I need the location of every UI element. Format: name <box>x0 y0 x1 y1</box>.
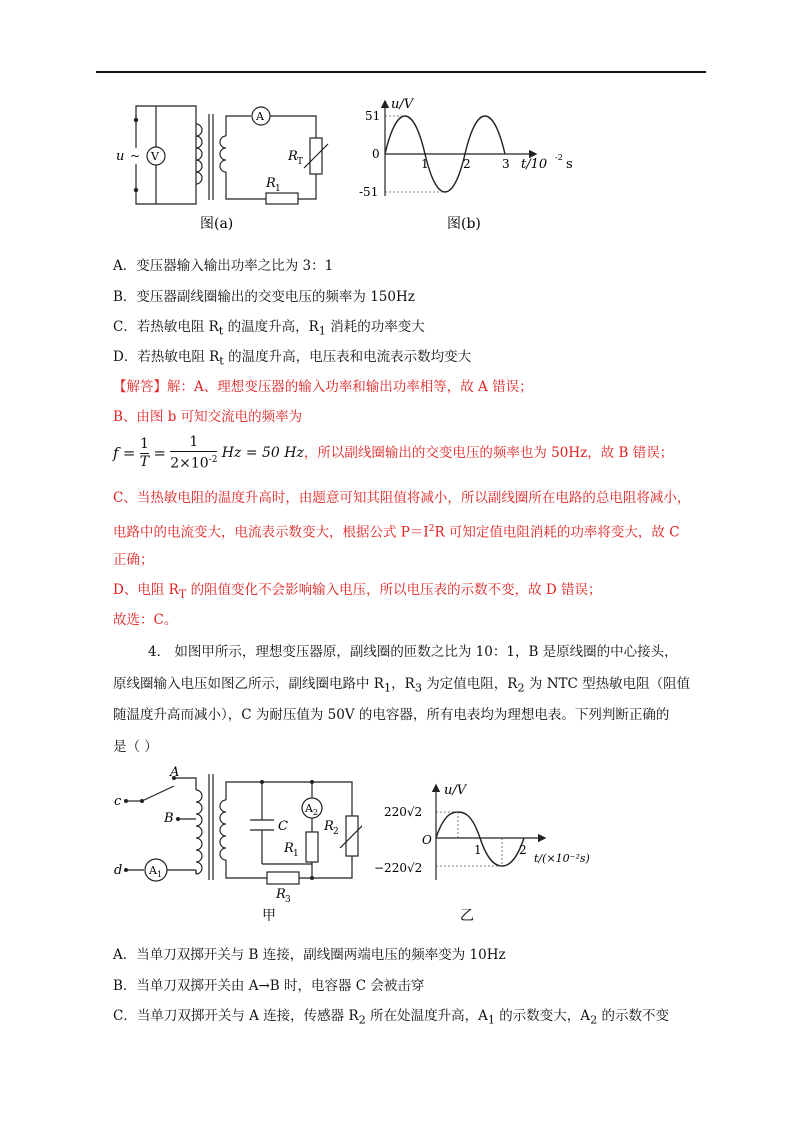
q3-option-c-sub2: 1 <box>318 324 326 338</box>
jia-label-d: d <box>114 863 123 878</box>
formula-f: f <box>113 444 119 463</box>
q4-l2-a: 原线圈输入电压如图乙所示，副线圈电路中 R <box>113 676 384 692</box>
q4-line-2 <box>113 674 690 699</box>
answer-c2-pre: 电路中的电流变大，电流表示数变大，根据公式 P＝I <box>113 524 429 541</box>
jia-label-B: B <box>164 811 174 826</box>
answer-tag: 【解答】 <box>113 379 167 395</box>
answer-line-a <box>113 377 533 397</box>
q4-option-b: B．当单刀双掷开关由 A→B 时，电容器 C 会被击穿 <box>113 978 425 994</box>
q3-option-c-sub: t <box>218 324 224 338</box>
q4-line-3: 随温度升高而减小），C 为耐压值为 50V 的电容器，所有电表均为理想电表。下列判断正确的 <box>113 707 670 723</box>
jia-label-c: c <box>114 794 122 809</box>
figure-yi-graph <box>374 780 624 926</box>
jia-r2-sub: 2 <box>333 827 339 837</box>
yi-y-axis: u/V <box>444 783 467 798</box>
q4-option-c-pre: C．当单刀双掷开关与 A 连接，传感器 R <box>113 1008 359 1024</box>
fig-b-tick-3: 3 <box>502 157 510 171</box>
answer-choice: 故选：C。 <box>113 612 178 628</box>
yi-tick-1: 1 <box>474 843 482 857</box>
q3-option-d-post: 的温度升高，电压表和电流表示数均变大 <box>223 349 472 365</box>
jia-a1-sub: 1 <box>157 870 163 879</box>
jia-r1-main: R <box>284 841 294 856</box>
q4-option-c-post: 的示数不变 <box>597 1008 670 1024</box>
formula-frac-2 <box>170 434 217 473</box>
jia-label-A: A <box>170 765 180 780</box>
yi-origin: O <box>422 833 432 847</box>
jia-r2-main: R <box>324 819 334 834</box>
q4-option-c-s2: 1 <box>487 1013 496 1027</box>
answer-c2-sup: 2 <box>428 524 435 534</box>
q4-option-c-s3: 2 <box>590 1013 598 1027</box>
jia-r3-sub: 3 <box>285 895 291 905</box>
q3-option-c <box>113 317 425 342</box>
answer-line-c3: 正确； <box>113 552 154 568</box>
q4-line-1: 4． 如图甲所示，理想变压器原，副线圈的匝数之比为 10：1，B 是原线圈的中心接头， <box>148 644 678 660</box>
yi-y-max: 220√2 <box>384 805 423 819</box>
fig-a-rt-main: R <box>288 149 298 164</box>
fig-b-y-min: -51 <box>359 185 379 199</box>
formula-tail: Hz = 50 Hz <box>221 445 304 462</box>
yi-y-min: −220√2 <box>374 861 423 875</box>
fig-b-caption: 图(b) <box>447 216 481 232</box>
jia-r3-main: R <box>276 887 286 902</box>
q4-l2-d: 为 NTC 型热敏电阻（阻值 <box>524 676 691 692</box>
q3-option-c-pre: C．若热敏电阻 R <box>113 319 219 335</box>
fig-a-caption: 图(a) <box>200 216 234 232</box>
formula-eq2: = <box>153 444 166 463</box>
q4-option-c <box>113 1006 669 1031</box>
fig-b-x-axis: t/10 <box>521 157 548 172</box>
jia-a1-main: A <box>149 864 157 877</box>
q4-option-c-mid: 所在处温度升高，A <box>365 1008 488 1024</box>
q4-l2-b: ，R <box>391 676 415 692</box>
q4-line-4: 是（ ） <box>113 739 158 755</box>
answer-line-c2 <box>113 519 680 543</box>
formula-den-2 <box>170 452 217 473</box>
jia-label-C: C <box>278 819 288 834</box>
jia-r1-sub: 1 <box>293 849 299 859</box>
formula-den-T: T <box>139 453 150 470</box>
q3-option-c-post: 消耗的功率变大 <box>325 319 425 335</box>
q4-l2-s2: 3 <box>414 681 422 695</box>
figure-jia-circuit <box>112 764 362 924</box>
answer-formula-line <box>113 434 673 474</box>
answer-d-post: 的阻值变化不会影响输入电压，所以电压表的示数不变，故 D 错误； <box>186 582 602 598</box>
answer-line-d <box>113 580 602 605</box>
fig-a-ammeter: A <box>256 110 264 123</box>
formula-den-base: 2×10 <box>170 455 209 472</box>
formula-den-exp: -2 <box>208 455 218 465</box>
fig-a-voltmeter: V <box>151 150 159 163</box>
fig-b-origin: 0 <box>372 147 380 161</box>
fig-b-y-axis: u/V <box>391 97 414 112</box>
answer-line-c1: C、当热敏电阻的温度升高时，由题意可知其阻值将减小，所以副线圈所在电路的总电阻将减小， <box>113 490 691 506</box>
formula-text: ，所以副线圈输出的交变电压的频率也为 50Hz，故 B 错误； <box>303 445 674 462</box>
formula-num-2: 1 <box>170 434 217 452</box>
fig-b-y-max: 51 <box>365 109 381 123</box>
q3-option-d-pre: D．若热敏电阻 R <box>113 349 220 365</box>
q4-option-a: A．当单刀双掷开关与 B 连接，副线圈两端电压的频率变为 10Hz <box>113 947 506 963</box>
formula-eq1: = <box>122 444 136 463</box>
fig-b-tick-1: 1 <box>421 157 429 171</box>
fig-a-rt-sub: T <box>297 157 304 167</box>
figure-a-circuit <box>108 96 340 236</box>
q4-l2-c: 为定值电阻，R <box>421 676 518 692</box>
yi-caption: 乙 <box>460 908 474 924</box>
fig-b-tick-2: 2 <box>463 157 471 171</box>
fig-a-r1-main: R <box>266 176 276 191</box>
jia-a2-sub: 2 <box>313 808 319 817</box>
q4-option-c-s1: 2 <box>358 1013 366 1027</box>
figure-b-graph <box>355 96 585 236</box>
formula-num-1: 1 <box>139 435 149 452</box>
q3-option-d <box>113 347 471 372</box>
yi-x-axis: t/(×10⁻²s) <box>534 852 590 865</box>
q4-l2-s1: 1 <box>383 681 392 695</box>
fig-b-x-axis-exp: -2 <box>555 153 563 162</box>
answer-line-b: B、由图 b 可知交流电的频率为 <box>113 409 303 425</box>
q3-option-d-sub: t <box>219 354 224 368</box>
q4-l2-s3: 2 <box>517 681 525 695</box>
fig-a-tilde: ~ <box>130 149 141 163</box>
fig-a-u-label: u <box>116 149 125 164</box>
answer-d-pre: D、电阻 R <box>113 582 179 598</box>
jia-caption: 甲 <box>262 908 276 924</box>
q3-option-a: A．变压器输入输出功率之比为 3：1 <box>113 258 334 274</box>
answer-a-text: 解：A、理想变压器的输入功率和输出功率相等，故 A 错误； <box>167 379 533 395</box>
answer-c2-post: R 可知定值电阻消耗的功率将变大，故 C <box>434 524 680 541</box>
q3-option-b: B．变压器副线圈输出的交变电压的频率为 150Hz <box>113 289 415 305</box>
q3-option-c-mid: 的温度升高，R <box>223 319 319 335</box>
yi-tick-2: 2 <box>519 843 527 857</box>
header-rule <box>96 71 706 73</box>
jia-a2-main: A <box>305 802 313 815</box>
answer-d-sub: T <box>178 587 187 601</box>
fig-b-x-axis-unit: s <box>566 157 573 172</box>
formula-frac-1 <box>140 436 149 471</box>
fig-a-r1-sub: 1 <box>275 184 281 194</box>
q4-option-c-mid2: 的示数变大，A <box>495 1008 591 1024</box>
